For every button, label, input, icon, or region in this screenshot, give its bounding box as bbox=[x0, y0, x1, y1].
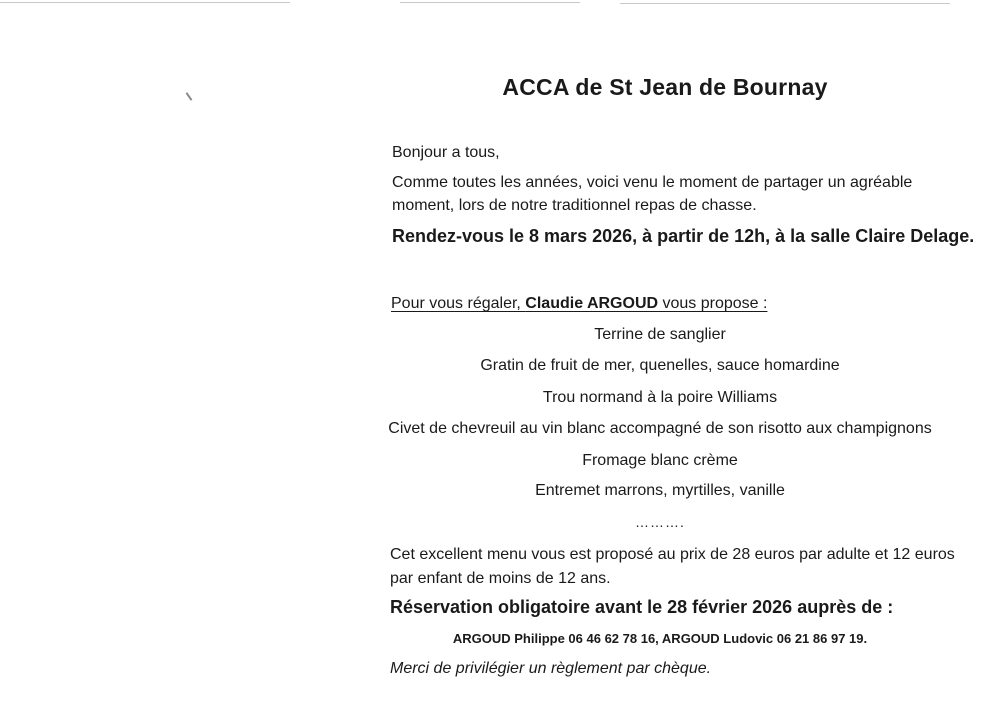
menu-item: Trou normand à la poire Williams bbox=[542, 389, 778, 406]
price-line-2: par enfant de moins de 12 ans. bbox=[390, 570, 611, 587]
menu-intro bbox=[391, 295, 767, 313]
scan-artifact-top-left bbox=[0, 2, 290, 3]
document-title: ACCA de St Jean de Bournay bbox=[502, 74, 828, 100]
menu-ellipsis: ………. bbox=[635, 514, 685, 530]
price-line-1: Cet excellent menu vous est proposé au prix de 28 euros par adulte et 12 euros bbox=[390, 546, 955, 563]
price-paragraph bbox=[390, 543, 955, 591]
intro-paragraph-line-2: moment, lors de notre traditionnel repas de chasse. bbox=[392, 197, 757, 214]
closing-note: Merci de privilégier un règlement par chèque. bbox=[390, 660, 712, 677]
scan-artifact-top-right bbox=[620, 3, 950, 4]
menu-intro-prefix: Pour vous régaler, bbox=[391, 295, 526, 312]
intro-paragraph-line-1: Comme toutes les années, voici venu le moment de partager un agréable bbox=[392, 174, 913, 191]
menu-item: Terrine de sanglier bbox=[594, 326, 726, 343]
scan-artifact-top-mid bbox=[400, 2, 580, 3]
contact-line: ARGOUD Philippe 06 46 62 78 16, ARGOUD Ludovic 06 21 86 97 19. bbox=[452, 631, 868, 646]
menu-intro-suffix: vous propose : bbox=[658, 295, 768, 312]
menu-item: Fromage blanc crème bbox=[582, 452, 738, 469]
menu-item: Civet de chevreuil au vin blanc accompagné de son risotto aux champignons bbox=[388, 420, 932, 437]
rendezvous-line: Rendez-vous le 8 mars 2026, à partir de 12h, à la salle Claire Delage. bbox=[392, 226, 975, 246]
greeting: Bonjour a tous, bbox=[392, 144, 500, 161]
chef-name: Claudie ARGOUD bbox=[525, 295, 659, 312]
menu-item: Entremet marrons, myrtilles, vanille bbox=[535, 482, 785, 499]
reservation-heading: Réservation obligatoire avant le 28 février 2026 auprès de : bbox=[390, 597, 894, 617]
menu-item: Gratin de fruit de mer, quenelles, sauce homardine bbox=[480, 357, 840, 374]
